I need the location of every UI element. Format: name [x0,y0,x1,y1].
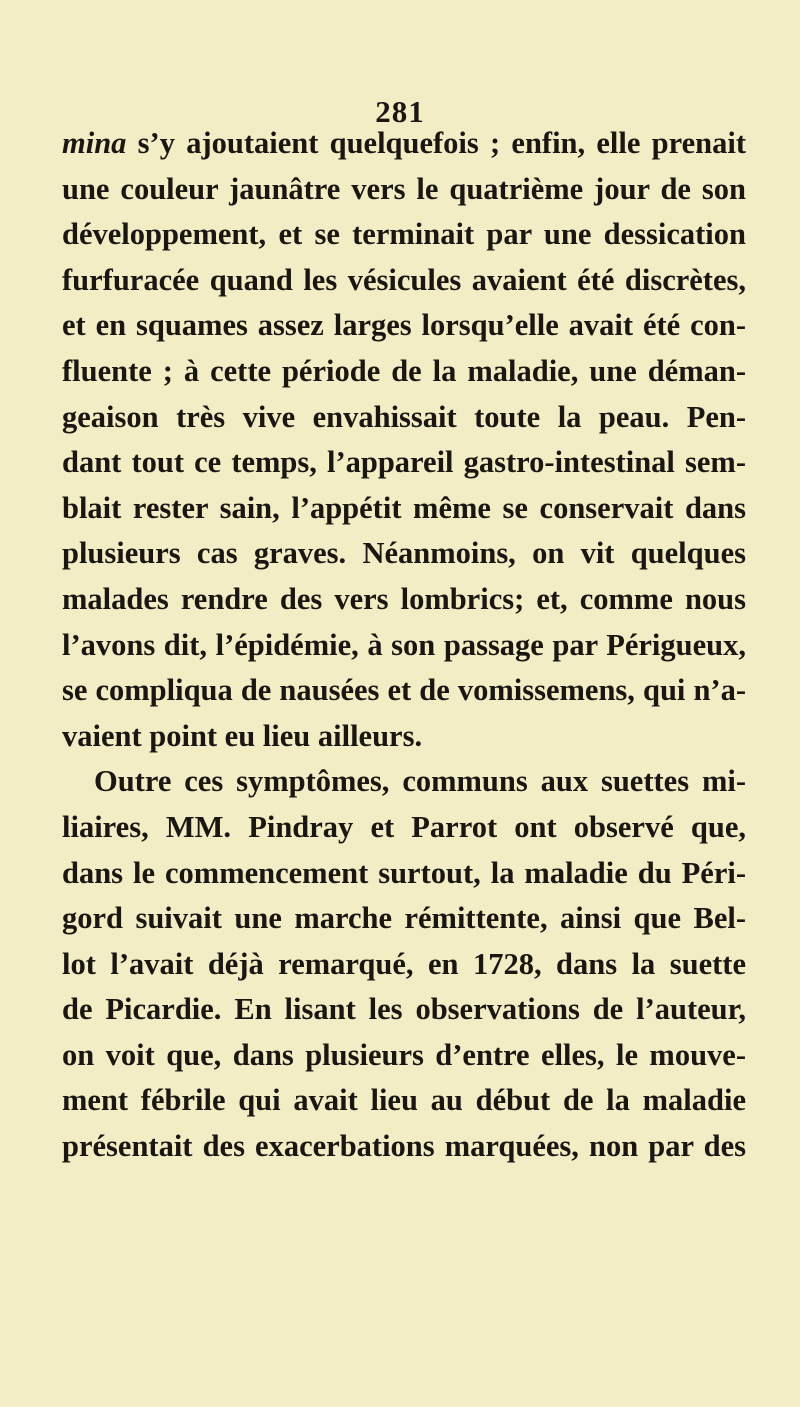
text-line: geaison très vive envahissait toute la peau. Pen- [62,399,746,434]
text-line [62,121,746,167]
text-line: fluente ; à cette période de la maladie, une déman- [62,353,746,388]
paragraph-1 [62,121,746,759]
text-line: l’avons dit, l’épidémie, à son passage par Périgueux, [62,627,746,662]
text-line: blait rester sain, l’appétit même se conservait dans [62,490,746,525]
text-line: malades rendre des vers lombrics; et, comme nous [62,581,746,616]
text-line: liaires, MM. Pindray et Parrot ont observé que, [62,809,746,844]
text-line: présentait des exacerbations marquées, non par des [62,1129,746,1164]
paragraph-2 [62,759,746,1169]
text-line: développement, et se terminait par une dessication [62,217,746,252]
text-line: une couleur jaunâtre vers le quatrième jour de son [62,171,746,206]
text-line: Outre ces symptômes, communs aux suettes mi- [94,764,746,799]
text-line: furfuracée quand les vésicules avaient été discrètes, [62,262,746,297]
text-line: dant tout ce temps, l’appareil gastro-intestinal sem- [62,445,746,480]
italic-word: mina [62,126,127,160]
text-line: se compliqua de nausées et de vomissemens, qui n’a- [62,673,746,708]
text-line: et en squames assez larges lorsqu’elle avait été con- [62,308,746,343]
page-number: 281 [375,94,425,129]
text-line: de Picardie. En lisant les observations de l’auteur, [62,992,746,1027]
text-line: lot l’avait déjà remarqué, en 1728, dans la suette [62,946,746,981]
body-text [62,121,746,1170]
line-text: s’y ajoutaient quelquefois ; enfin, elle prenait [126,126,746,160]
text-line: gord suivait une marche rémittente, ainsi que Bel- [62,901,746,936]
text-line: on voit que, dans plusieurs d’entre elles, le mouve- [62,1037,746,1072]
text-line: vaient point eu lieu ailleurs. [62,718,423,753]
text-line: plusieurs cas graves. Néanmoins, on vit quelques [62,536,746,571]
text-line: dans le commencement surtout, la maladie du Péri- [62,855,746,890]
text-line: ment fébrile qui avait lieu au début de la maladie [62,1083,746,1118]
